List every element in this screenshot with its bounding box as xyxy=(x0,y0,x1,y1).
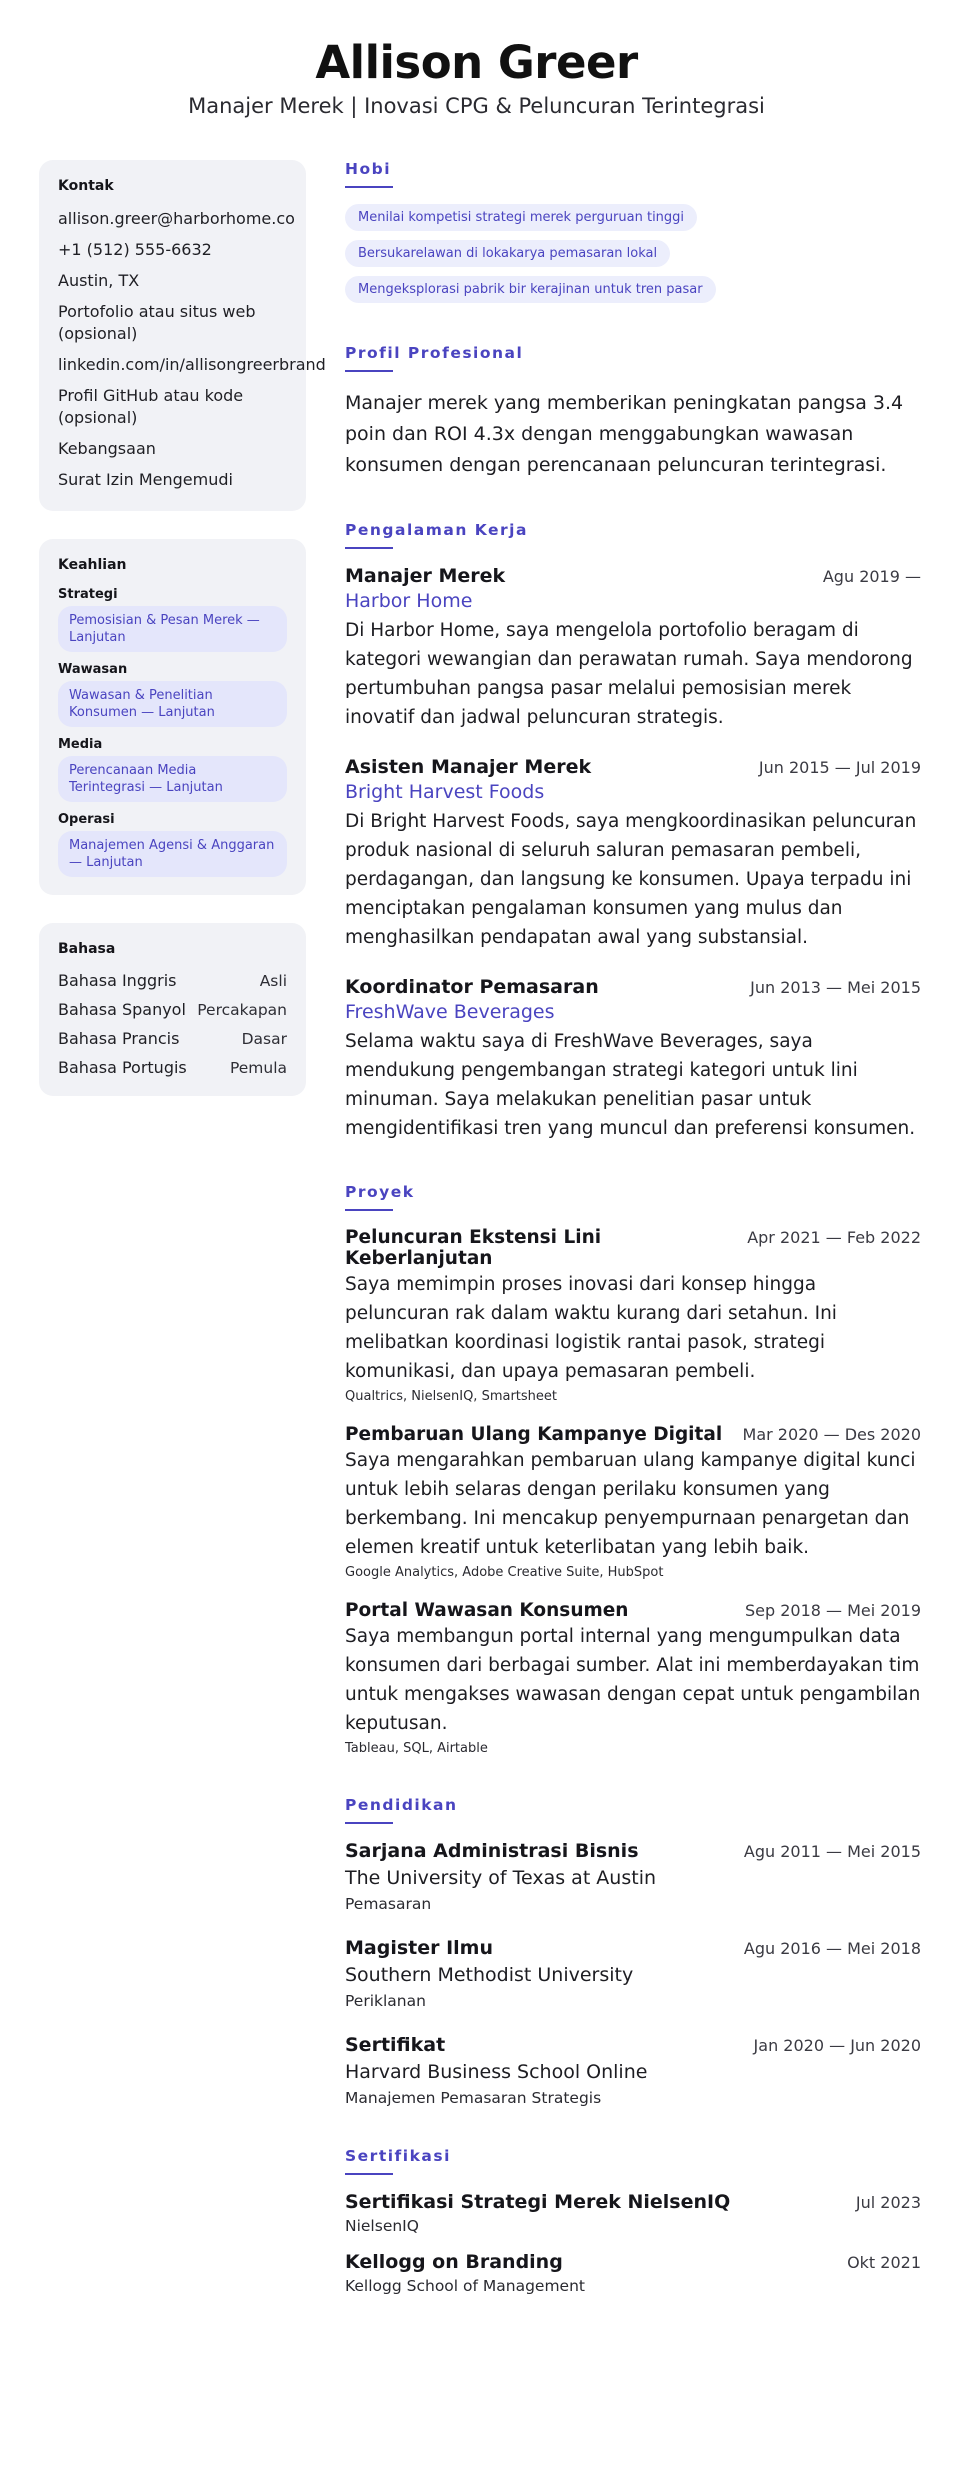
profile-title: Profil Profesional xyxy=(345,344,524,362)
skill-category: Media xyxy=(58,737,103,752)
contact-portfolio: Portofolio atau situs web (opsional) xyxy=(58,302,256,343)
experience-entry xyxy=(345,756,921,952)
project-tools: Tableau, SQL, Airtable xyxy=(345,1741,488,1756)
languages-title: Bahasa xyxy=(58,941,116,957)
degree-name: Sertifikat xyxy=(345,2034,446,2056)
section-divider xyxy=(345,186,393,188)
company-name: Bright Harvest Foods xyxy=(345,781,545,803)
certification-date: Okt 2021 xyxy=(847,2253,921,2272)
contact-email[interactable]: allison.greer@harborhome.co xyxy=(58,209,295,228)
skills-card xyxy=(39,539,306,895)
project-name: Pembaruan Ulang Kampanye Digital xyxy=(345,1424,723,1445)
job-description: Di Harbor Home, saya mengelola portofolio beragam di kategori wewangian dan perawatan rumah. Saya mendorong pertumbuhan pangsa pasar melalui pemosisian merek inovatif dan jadwal peluncuran strategis. xyxy=(345,620,913,728)
hobby-pill: Menilai kompetisi strategi merek perguruan tinggi xyxy=(345,204,697,231)
contact-github: Profil GitHub atau kode (opsional) xyxy=(58,386,244,427)
experience-entry xyxy=(345,976,921,1143)
project-date: Apr 2021 — Feb 2022 xyxy=(747,1228,921,1247)
hobby-pill: Mengeksplorasi pabrik bir kerajinan untuk tren pasar xyxy=(345,276,716,303)
education-entry xyxy=(345,1937,921,2010)
institution-name: Harvard Business School Online xyxy=(345,2061,648,2083)
section-divider xyxy=(345,547,393,549)
certification-entry xyxy=(345,2191,921,2235)
education-section xyxy=(345,1796,921,2107)
education-date: Agu 2011 — Mei 2015 xyxy=(743,1842,921,1861)
language-level: Pemula xyxy=(229,1059,287,1077)
skills-title: Keahlian xyxy=(58,557,127,573)
sidebar xyxy=(39,160,326,1124)
main-content xyxy=(345,160,921,2295)
job-date: Jun 2013 — Mei 2015 xyxy=(750,978,921,997)
job-title: Koordinator Pemasaran xyxy=(345,976,599,998)
skill-group xyxy=(58,737,287,802)
project-date: Sep 2018 — Mei 2019 xyxy=(744,1601,921,1620)
skill-group xyxy=(58,662,287,727)
project-entry xyxy=(345,1227,921,1404)
contact-license: Surat Izin Mengemudi xyxy=(58,470,233,489)
project-entry xyxy=(345,1424,921,1580)
certification-issuer: Kellogg School of Management xyxy=(345,2277,585,2295)
project-name: Portal Wawasan Konsumen xyxy=(345,1600,629,1621)
certifications-title: Sertifikasi xyxy=(345,2147,451,2165)
skill-pill: Pemosisian & Pesan Merek — Lanjutan xyxy=(58,606,287,652)
contact-nationality: Kebangsaan xyxy=(58,439,156,458)
project-tools: Qualtrics, NielsenIQ, Smartsheet xyxy=(345,1389,558,1404)
certification-issuer: NielsenIQ xyxy=(345,2217,419,2235)
language-row xyxy=(58,971,287,991)
language-level: Dasar xyxy=(241,1030,287,1048)
contact-location: Austin, TX xyxy=(58,271,140,290)
study-field: Periklanan xyxy=(345,1992,426,2010)
candidate-name: Allison Greer xyxy=(315,36,638,89)
section-divider xyxy=(345,370,393,372)
contact-phone[interactable]: +1 (512) 555-6632 xyxy=(58,240,212,259)
project-description: Saya memimpin proses inovasi dari konsep hingga peluncuran rak dalam waktu kurang dari setahun. Ini melibatkan koordinasi logistik rantai pasok, strategi komunikasi, dan upaya pemasaran pembeli. xyxy=(345,1274,837,1382)
skill-category: Wawasan xyxy=(58,662,128,677)
company-name: Harbor Home xyxy=(345,590,473,612)
education-date: Jan 2020 — Jun 2020 xyxy=(753,2036,921,2055)
contact-linkedin[interactable]: linkedin.com/in/allisongreerbrand xyxy=(58,355,326,374)
certification-name: Kellogg on Branding xyxy=(345,2251,563,2273)
skill-group xyxy=(58,812,287,877)
job-date: Agu 2019 — xyxy=(822,567,921,586)
project-tools: Google Analytics, Adobe Creative Suite, HubSpot xyxy=(345,1565,664,1580)
project-entry xyxy=(345,1600,921,1756)
job-title: Asisten Manajer Merek xyxy=(345,756,592,778)
hobbies-title: Hobi xyxy=(345,160,392,178)
project-description: Saya mengarahkan pembaruan ulang kampanye digital kunci untuk lebih selaras dengan perilaku konsumen yang berkembang. Ini mencakup penyempurnaan penargetan dan elemen kreatif untuk keterlibatan yang lebih baik. xyxy=(345,1450,916,1558)
education-date: Agu 2016 — Mei 2018 xyxy=(743,1939,921,1958)
profile-section xyxy=(345,344,921,481)
section-divider xyxy=(345,1822,393,1824)
language-level: Percakapan xyxy=(197,1001,287,1019)
hobby-pill: Bersukarelawan di lokakarya pemasaran lokal xyxy=(345,240,670,267)
certification-name: Sertifikasi Strategi Merek NielsenIQ xyxy=(345,2191,731,2213)
projects-section xyxy=(345,1183,921,1756)
language-row xyxy=(58,1058,287,1078)
profile-summary: Manajer merek yang memberikan peningkatan pangsa 3.4 poin dan ROI 4.3x dengan menggabungkan wawasan konsumen dengan perencanaan peluncuran terintegrasi. xyxy=(345,392,904,476)
skill-pill: Wawasan & Penelitian Konsumen — Lanjutan xyxy=(58,681,287,727)
language-name: Bahasa Inggris xyxy=(58,971,177,990)
project-name: Peluncuran Ekstensi Lini Keberlanjutan xyxy=(345,1227,602,1269)
certification-date: Jul 2023 xyxy=(855,2193,921,2212)
skill-pill: Manajemen Agensi & Anggaran — Lanjutan xyxy=(58,831,287,877)
study-field: Pemasaran xyxy=(345,1895,432,1913)
job-date: Jun 2015 — Jul 2019 xyxy=(758,758,921,777)
language-row xyxy=(58,1000,287,1020)
skill-category: Operasi xyxy=(58,812,115,827)
degree-name: Sarjana Administrasi Bisnis xyxy=(345,1840,639,1862)
language-name: Bahasa Spanyol xyxy=(58,1000,186,1019)
certifications-section xyxy=(345,2147,921,2295)
company-name: FreshWave Beverages xyxy=(345,1001,555,1023)
experience-entry xyxy=(345,565,921,732)
certification-entry xyxy=(345,2251,921,2295)
contact-card xyxy=(39,160,326,511)
institution-name: The University of Texas at Austin xyxy=(345,1867,657,1889)
languages-card xyxy=(39,923,306,1096)
language-name: Bahasa Prancis xyxy=(58,1029,180,1048)
projects-title: Proyek xyxy=(345,1183,415,1201)
institution-name: Southern Methodist University xyxy=(345,1964,634,1986)
language-name: Bahasa Portugis xyxy=(58,1058,187,1077)
job-description: Di Bright Harvest Foods, saya mengkoordinasikan peluncuran produk nasional di seluruh saluran pemasaran pembeli, perdagangan, dan langsung ke konsumen. Upaya terpadu ini menciptakan pengalaman konsumen yang mulus dan menghasilkan pendapatan awal yang substansial. xyxy=(345,811,917,948)
language-level: Asli xyxy=(259,972,287,990)
language-row xyxy=(58,1029,287,1049)
resume-header xyxy=(0,0,953,118)
skill-pill: Perencanaan Media Terintegrasi — Lanjutan xyxy=(58,756,287,802)
experience-title: Pengalaman Kerja xyxy=(345,521,528,539)
job-title: Manajer Merek xyxy=(345,565,506,587)
project-date: Mar 2020 — Des 2020 xyxy=(742,1425,921,1444)
section-divider xyxy=(345,2173,393,2175)
study-field: Manajemen Pemasaran Strategis xyxy=(345,2089,602,2107)
education-entry xyxy=(345,1840,921,1913)
contact-title: Kontak xyxy=(58,178,114,194)
candidate-tagline: Manajer Merek | Inovasi CPG & Peluncuran Terintegrasi xyxy=(188,94,765,118)
hobbies-section xyxy=(345,160,921,312)
education-title: Pendidikan xyxy=(345,1796,458,1814)
skill-group xyxy=(58,587,287,652)
skill-category: Strategi xyxy=(58,587,118,602)
degree-name: Magister Ilmu xyxy=(345,1937,494,1959)
project-description: Saya membangun portal internal yang mengumpulkan data konsumen dari berbagai sumber. Alat ini memberdayakan tim untuk mengakses wawasan dengan cepat untuk pengambilan keputusan. xyxy=(345,1626,921,1734)
section-divider xyxy=(345,1209,393,1211)
education-entry xyxy=(345,2034,921,2107)
experience-section xyxy=(345,521,921,1143)
job-description: Selama waktu saya di FreshWave Beverages, saya mendukung pengembangan strategi kategori untuk lini minuman. Saya melakukan penelitian pasar untuk mengidentifikasi tren yang muncul dan preferensi konsumen. xyxy=(345,1031,916,1139)
